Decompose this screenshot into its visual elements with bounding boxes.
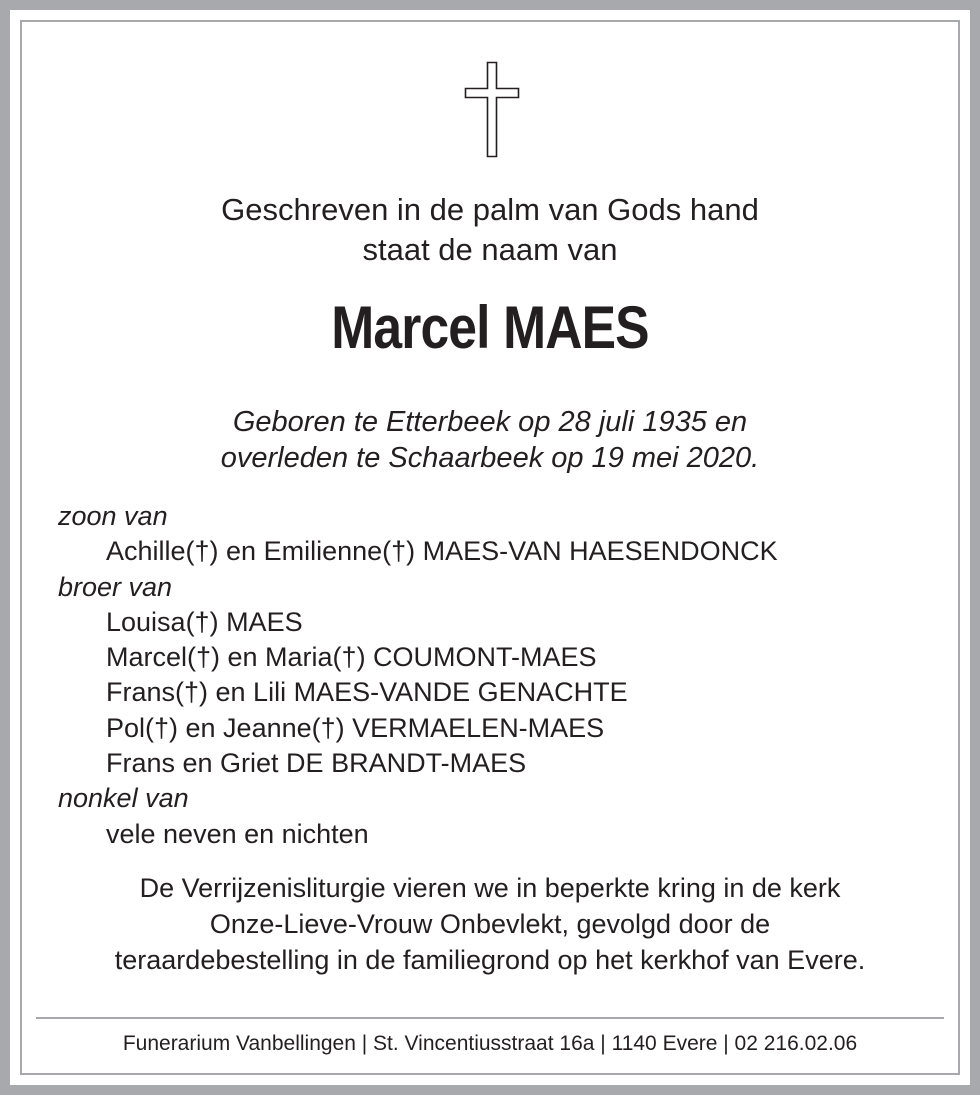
sibling-entry: Marcel(†) en Maria(†) COUMONT-MAES <box>106 642 597 673</box>
sibling-entry: Frans(†) en Lili MAES-VANDE GENACHTE <box>106 677 628 708</box>
parents-entry: Achille(†) en Emilienne(†) MAES-VAN HAESENDONCK <box>106 536 778 567</box>
sibling-entry: Louisa(†) MAES <box>106 606 303 637</box>
birth-line: Geboren te Etterbeek op 28 juli 1935 en <box>232 406 748 438</box>
brother-of-label: broer van <box>58 571 173 602</box>
uncle-of-label: nonkel van <box>58 783 189 814</box>
liturgy-line-3: teraardebestelling in de familiegrond op het kerkhof van Evere. <box>114 945 866 975</box>
son-of-label: zoon van <box>58 501 168 531</box>
liturgy-line-2: Onze-Lieve-Vrouw Onbevlekt, gevolgd door de <box>209 909 771 939</box>
sibling-entry: Pol(†) en Jeanne(†) VERMAELEN-MAES <box>106 712 605 743</box>
nephews-entry: vele neven en nichten <box>106 818 369 849</box>
intro-line-1: Geschreven in de palm van Gods hand <box>221 192 759 227</box>
cross-icon <box>464 61 520 158</box>
funeral-home-footer: Funerarium Vanbellingen | St. Vincentiusstraat 16a | 1140 Evere | 02 216.02.06 <box>122 1032 858 1055</box>
footer-divider <box>36 1017 944 1019</box>
death-line: overleden te Schaarbeek op 19 mei 2020. <box>220 442 760 474</box>
intro-line-2: staat de naam van <box>362 232 618 267</box>
sibling-entry: Frans en Griet DE BRANDT-MAES <box>106 748 527 779</box>
family-list <box>58 499 938 852</box>
liturgy-line-1: De Verrijzenisliturgie vieren we in beperkte kring in de kerk <box>139 873 841 903</box>
deceased-name: Marcel MAES <box>331 294 649 361</box>
